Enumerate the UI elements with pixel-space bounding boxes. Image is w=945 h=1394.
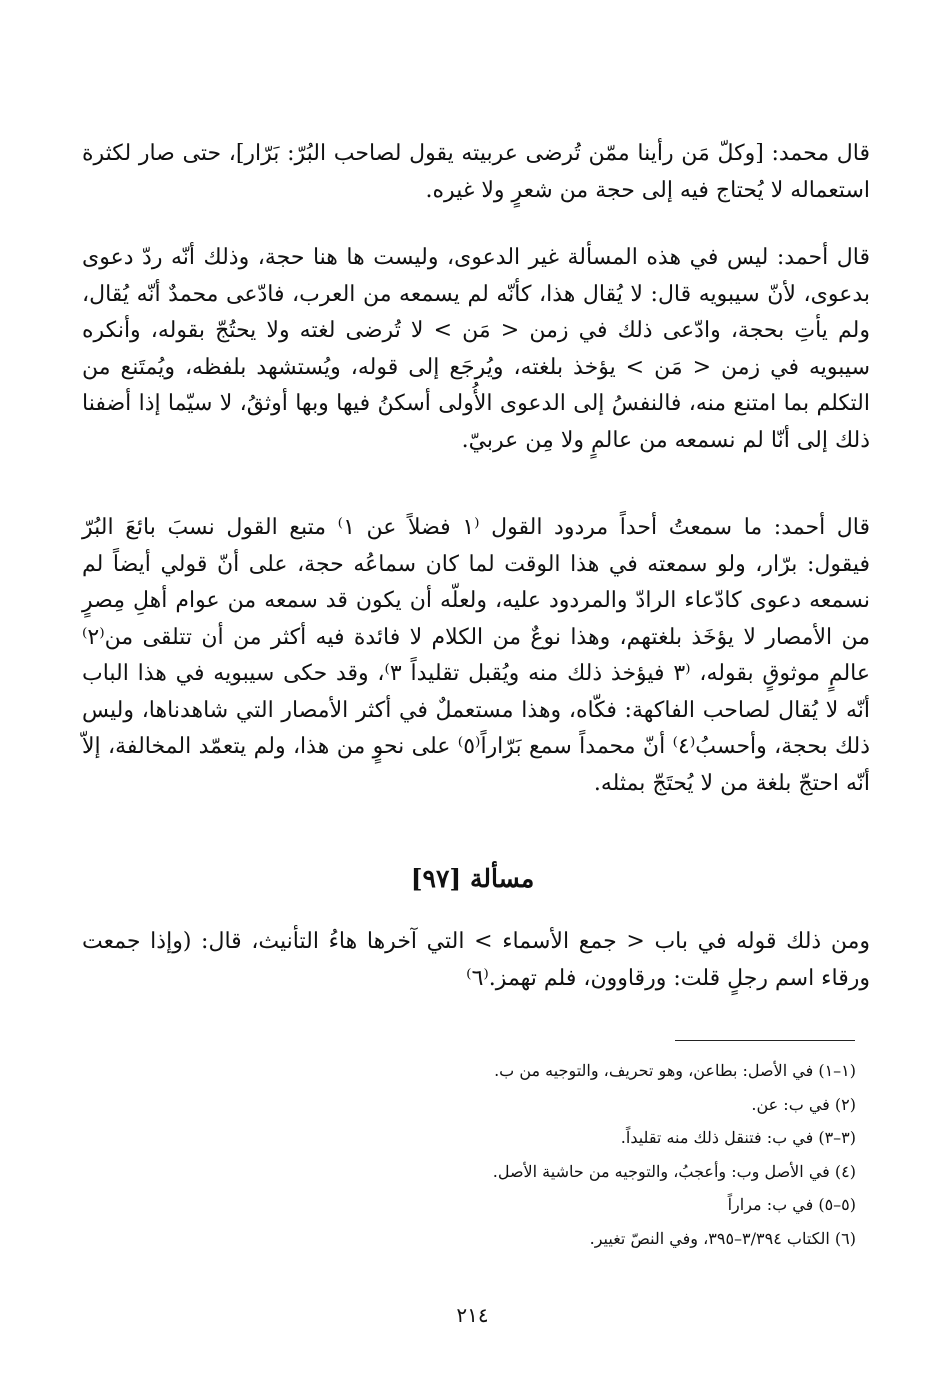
page-number: ٢١٤ (456, 1303, 489, 1327)
footnotes-list (300, 1054, 856, 1255)
paragraph-4: ومن ذلك قوله في باب < جمع الأسماء > التي آخرها هاءُ التأنيث، قال: (وإذا جمعت ورقاء اسم رجلٍ قلت: ورقاوون، فلم تهمز.⁽٦⁾ (82, 929, 870, 991)
footnote: (٣–٣) في ب: فتنقل ذلك منه تقليداً. (620, 1128, 856, 1147)
footnote: (١–١) في الأصل: بطاعن، وهو تحريف، والتوجيه من ب. (494, 1061, 856, 1080)
footnote-divider (675, 1040, 855, 1041)
section-heading: مسألة [٩٧] (410, 864, 535, 893)
paragraph-2: قال أحمد: ليس في هذه المسألة غير الدعوى، وليست ها هنا حجة، وذلك أنّه ردّ دعوى بدعوى، لأنّ سيبويه قال: لا يُقال هذا، كأنّه لم يسمعه من العرب، فادّعى محمدٌ أنّه يُقال، ولم يأتِ بحجة، وادّعى ذلك في زمن < مَن > لا تُرضى لغته ولا يحتُجّ بقوله، وأنكره سيبويه في زمن < مَن > يؤخذ بلغته، ويُرجَع إلى قوله، ويُستشهد بلفظه، ويُمتَنع من التكلم بما امتنع منه، فالنفسُ إلى الدعوى الأُولى أسكنُ فيها وبها أوثقُ، لا سيّما إذا أضفنا ذلك إلى أنّا لم نسمعه من عالمٍ ولا مِن عربيّ. (82, 245, 870, 453)
paragraph-1: قال محمد: [وكلّ مَن رأينا ممّن تُرضى عربيته يقول لصاحب البُرّ: بَرّار]، حتى صار لكثرة استعماله لا يُحتاج فيه إلى حجة من شعرٍ ولا غيره. (82, 141, 870, 203)
footnote: (٤) في الأصل وب: وأعجبُ، والتوجيه من حاشية الأصل. (492, 1161, 856, 1181)
footnote: (٥–٥) في ب: مراراً (727, 1195, 856, 1214)
footnote: (٦) الكتاب ٣/٣٩٤–٣٩٥، وفي النصّ تغيير. (589, 1228, 856, 1248)
footnote: (٢) في ب: عن. (751, 1094, 856, 1114)
paragraph-3: قال أحمد: ما سمعتُ أحداً مردود القول ⁽١ فضلاً عن ١⁾ متبع القول نسبَ بائعَ البُرّ فيقول: برّار، ولو سمعته في هذا الوقت لما كان سماعُه حجة، على أنّ قولي أيضاً لم نسمعه دعوى كادّعاء الرادّ والمردود عليه، ولعلّه أن يكون قد سمعه من عوام أهلِ مِصرٍ من الأمصار لا يؤخَذ بلغتهم، وهذا نوعٌ من الكلام لا فائدة فيه أكثر من أن تتلقى من⁽٢⁾ عالمٍ موثوقٍ بقوله، ⁽٣ فيؤخذ ذلك منه ويُقبل تقليداً ٣⁾، وقد حكى سيبويه في هذا الباب أنّه لا يُقال لصاحب الفاكهة: فكّاه، وهذا مستعملٌ في أكثر الأمصار التي شاهدناها، وليس ذلك بحجة، وأحسبُ⁽٤⁾ أنّ محمداً سمع بَرّاراً⁽٥⁾ على نحوٍ من هذا، ولم يتعمّد المخالفة، إلاّ أنّه احتجّ بلغة من لا يُحتَجّ بمثله. (82, 515, 871, 796)
